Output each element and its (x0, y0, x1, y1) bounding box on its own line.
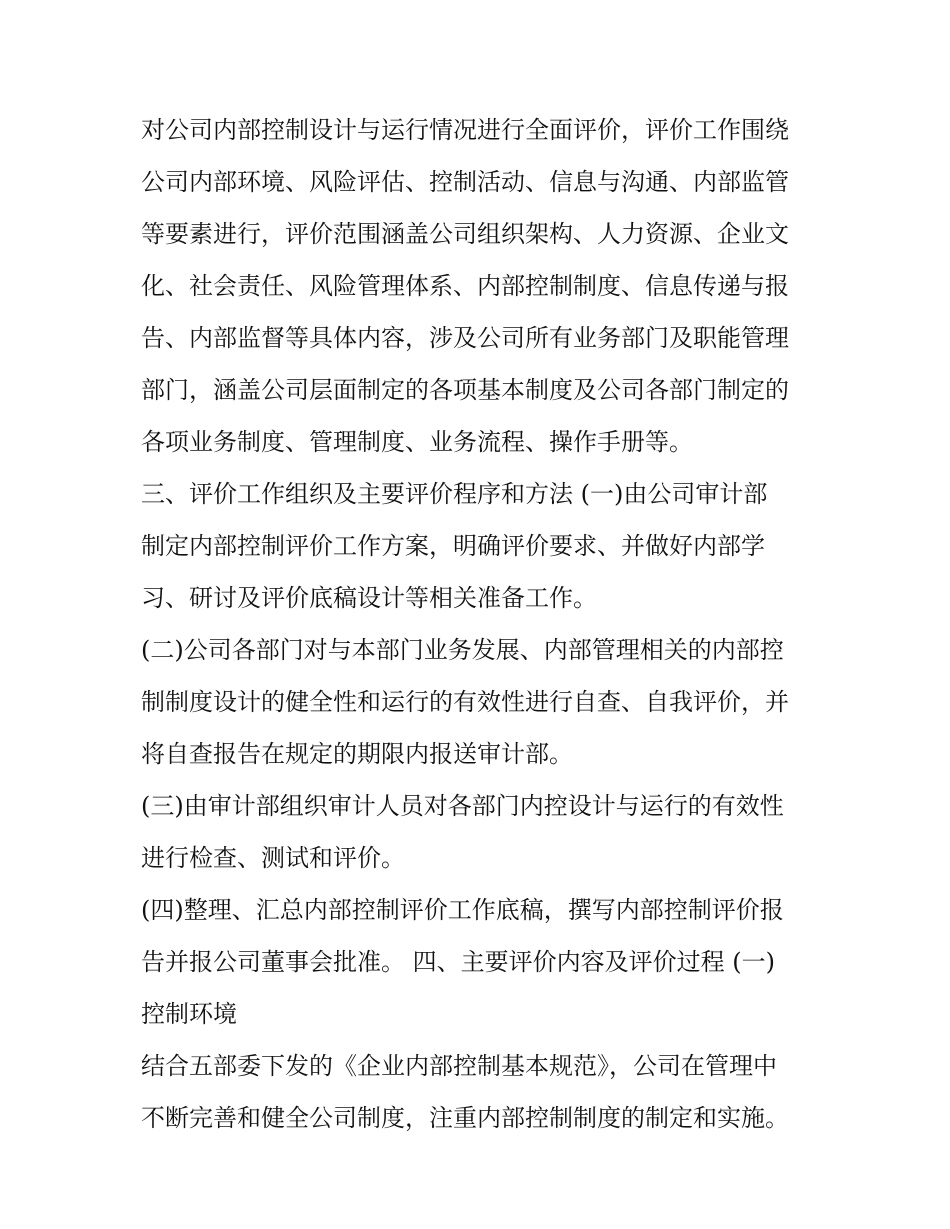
paragraph-line: 习、研讨及评价底稿设计等相关准备工作。 (141, 584, 597, 612)
subsection-heading-line: 控制环境 (141, 1000, 237, 1028)
paragraph-line: 将自查报告在规定的期限内报送审计部。 (141, 740, 573, 768)
paragraph-line: 不断完善和健全公司制度，注重内部控制制度的制定和实施。 (141, 1104, 789, 1132)
paragraph-line: 各项业务制度、管理制度、业务流程、操作手册等。 (141, 428, 693, 456)
paragraph-line: 结合五部委下发的《企业内部控制基本规范》，公司在管理中 (141, 1052, 777, 1080)
list-item-line: (三)由审计部组织审计人员对各部门内控设计与运行的有效性 (141, 792, 784, 820)
list-item-line: (二)公司各部门对与本部门业务发展、内部管理相关的内部控 (141, 636, 784, 664)
paragraph-line: 制定内部控制评价工作方案，明确评价要求、并做好内部学 (141, 532, 765, 560)
paragraph-line: 等要素进行，评价范围涵盖公司组织架构、人力资源、企业文 (141, 220, 789, 248)
paragraph-line: 部门，涵盖公司层面制定的各项基本制度及公司各部门制定的 (141, 376, 789, 404)
paragraph-line: 公司内部环境、风险评估、控制活动、信息与沟通、内部监管 (141, 168, 789, 196)
paragraph-line: 制制度设计的健全性和运行的有效性进行自查、自我评价，并 (141, 688, 789, 716)
paragraph-line: 化、社会责任、风险管理体系、内部控制制度、信息传递与报 (141, 272, 789, 300)
list-item-line: (四)整理、汇总内部控制评价工作底稿，撰写内部控制评价报 (141, 896, 784, 924)
paragraph-line: 告并报公司董事会批准。 四、主要评价内容及评价过程 (一) (141, 948, 775, 976)
paragraph-line: 告、内部监督等具体内容，涉及公司所有业务部门及职能管理 (141, 324, 789, 352)
paragraph-line: 进行检查、测试和评价。 (141, 844, 405, 872)
section-heading-line: 三、评价工作组织及主要评价程序和方法 (一)由公司审计部 (141, 480, 768, 508)
paragraph-line: 对公司内部控制设计与运行情况进行全面评价，评价工作围绕 (141, 116, 789, 144)
